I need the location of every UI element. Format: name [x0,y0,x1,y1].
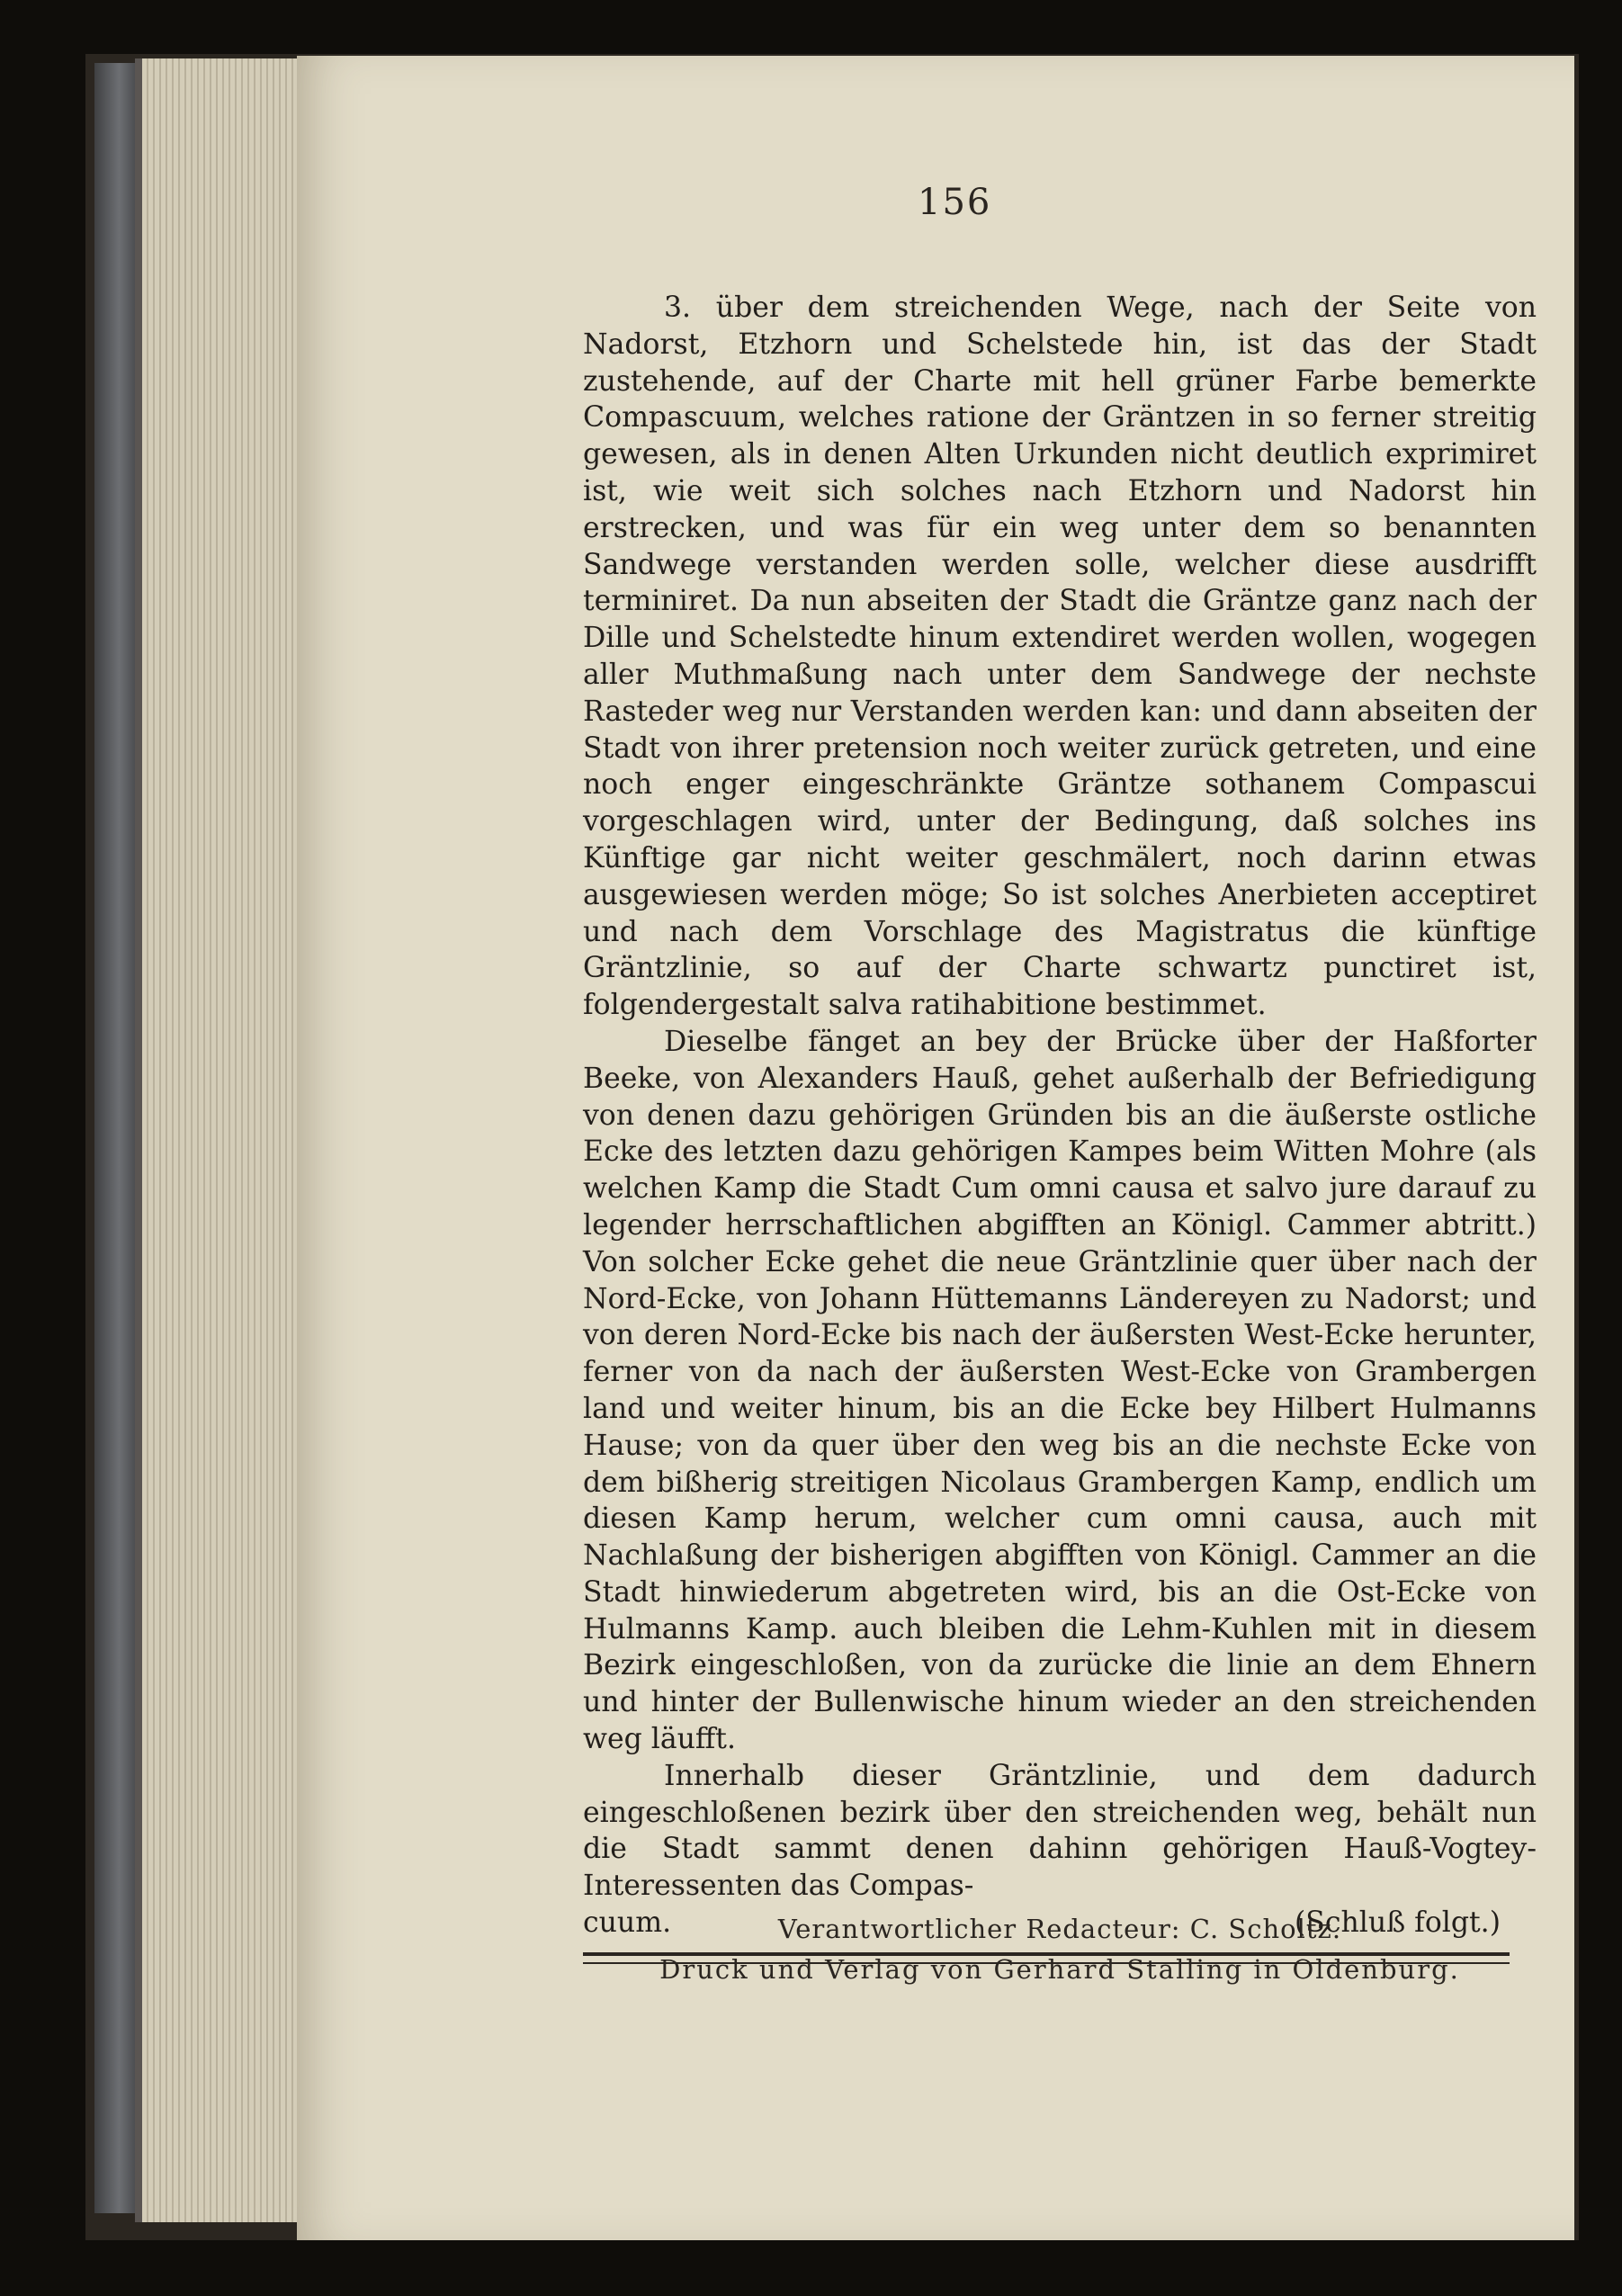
paragraph-3: Innerhalb dieser Gräntzlinie, und dem dadurch eingeschloßenen bezirk über den streichenden weg, behält nun die Stadt sammt denen dahinn gehörigen Hauß-Vogtey-Interessenten das Compas- [583,1759,1537,1903]
page-number: 156 [918,182,992,223]
continuation-note: (Schluß folgt.) [1294,1906,1501,1940]
page-text-block [583,290,1537,1985]
closing-word: cuum. [583,1906,672,1940]
footer-editor: Verantwortlicher Redacteur: C. Scholtz. [777,1914,1342,1944]
footer-printer: Druck und Verlag von Gerhard Stalling in Oldenburg. [659,1954,1460,1985]
paragraph-2: Dieselbe fänget an bey der Brücke über der Haßforter Beeke, von Alexanders Hauß, gehet außerhalb der Befriedigung von denen dazu gehörigen Gründen bis an die äußerste ostliche Ecke des letzten dazu gehörigen Kampes beim Witten Mohre (als welchen Kamp die Stadt Cum omni causa et salvo jure darauf zu legender herrschaftlichen abgifften an Königl. Cammer abtritt.) Von solcher Ecke gehet die neue Gräntzlinie quer über nach der Nord-Ecke, von Johann Hüttemanns Ländereyen zu Nadorst; und von deren Nord-Ecke bis nach der äußersten West-Ecke herunter, ferner von da nach der äußersten West-Ecke von Grambergen land und weiter hinum, bis an die Ecke bey Hilbert Hulmanns Hause; von da quer über den weg bis an die nechste Ecke von dem bißherig streitigen Nicolaus Grambergen Kamp, endlich um diesen Kamp herum, welcher cum omni causa, auch mit Nachlaßung der bisherigen abgifften von Königl. Cammer an die Stadt hinwiederum abgetreten wird, bis an die Ost-Ecke von Hulmanns Kamp. auch bleiben die Lehm-Kuhlen mit in diesem Bezirk eingeschloßen, von da zurücke die linie an dem Ehnern und hinter der Bullenwische hinum wieder an den streichenden weg läufft. [583,1025,1537,1756]
book-page [297,56,1574,2240]
paragraph-1: 3. über dem streichenden Wege, nach der Seite von Nadorst, Etzhorn und Schelstede hin, ist das der Stadt zustehende, auf der Charte mit hell grüner Farbe bemerkte Compascuum, welches ratione der Gräntzen in so ferner streitig gewesen, als in denen Alten Urkunden nicht deutlich exprimiret ist, wie weit sich solches nach Etzhorn und Nadorst hin erstrecken, und was für ein weg unter dem so benannten Sandwege verstanden werden solle, welcher diese ausdrifft terminiret. Da nun abseiten der Stadt die Gräntze ganz nach der Dille und Schelstedte hinum extendiret werden wollen, wogegen aller Muthmaßung nach unter dem Sandwege der nechste Rasteder weg nur Verstanden werden kan: und dann abseiten der Stadt von ihrer pretension noch weiter zurück getreten, und eine noch enger eingeschränkte Gräntze sothanem Compascui vorgeschlagen wird, unter der Bedingung, daß solches ins Künftige gar nicht weiter geschmälert, noch darinn etwas ausgewiesen werden möge; So ist solches Anerbieten acceptiret und nach dem Vorschlage des Magistratus die künftige Gräntzlinie, so auf der Charte schwartz punctiret ist, folgendergestalt salva ratihabitione bestimmet. [583,291,1537,1022]
